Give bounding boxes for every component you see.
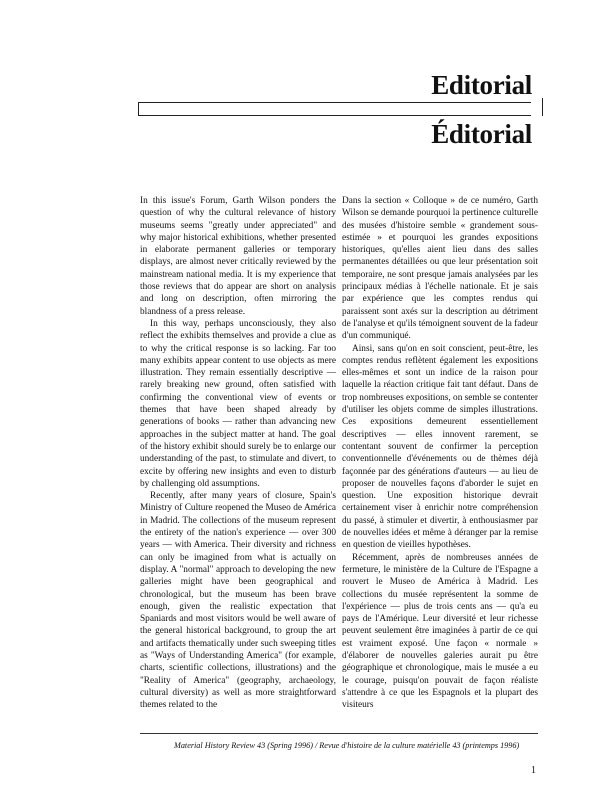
header-rule-tick — [542, 98, 543, 116]
french-column — [342, 195, 538, 711]
english-paragraph-1: In this issue's Forum, Garth Wilson ponders the question of why the cultural relevance of history museums seems "greatly under appreciated" and why major historical exhibitions, whether presented in elaborate permanent galleries or temporary displays, are almost never critically reviewed by the mainstream national media. It is my experience that those reviews that do appear are short on analysis and long on description, often mirroring the blandness of a press release. — [140, 196, 336, 317]
english-paragraph-2: In this way, perhaps unconsciously, they also reflect the exhibits themselves and provide a clue as to why the critical response is so lacking. Far too many exhibits appear content to use objects as mere illustration. They remain essentially descriptive — rarely breaking new ground, often satisfied with confirming the conventional view of events or themes that have been shaped already by generations of books — rather than advancing new approaches in the subject matter at hand. The goal of the history exhibit should surely be to enlarge our understanding of the past, to stimulate and divert, to excite by offering new insights and even to disturb by challenging old assumptions. — [140, 318, 336, 489]
page-title-english: Editorial — [431, 70, 532, 100]
page-number: 1 — [531, 765, 536, 776]
french-paragraph-1: Dans la section « Colloque » de ce numéro, Garth Wilson se demande pourquoi la pertinence culturelle des musées d'histoire semble « grandement sous-estimée » et pourquoi les grandes expositions historiques, qu'elles aient lieu dans des salles permanentes détaillées ou que leur présentation soit temporaire, ne sont presque jamais analysées par les principaux médias à l'échelle nationale. Et je sais par expérience que les comptes rendus qui paraissent sont axés sur la description au détriment de l'analyse et qu'ils témoignent souvent de la fadeur d'un communiqué. — [342, 196, 538, 342]
english-column — [140, 195, 336, 711]
french-paragraph-3: Récemment, après de nombreuses années de fermeture, le ministère de la Culture de l'Espagne a rouvert le Museo de América à Madrid. Les collections du musée représentent la somme de l'expérience — plus de trois cents ans — qu'a eu pays de l'Amérique. Leur diversité et leur richesse peuvent seulement être imaginées à partir de ce qui est vraiment exposé. Une façon « normale » d'élaborer de nouvelles galeries aurait pu être géographique et chronologique, mais le musée a eu le courage, puisqu'on pouvait de façon réaliste s'attendre à ce que les Espagnols et la plupart des visiteurs — [342, 552, 538, 711]
footer-rule — [140, 733, 538, 734]
page-title-french: Éditorial — [431, 119, 532, 149]
header-rule-box — [138, 102, 531, 116]
french-paragraph-2: Ainsi, sans qu'on en soit conscient, peut-être, les comptes rendus reflètent également les expositions elles-mêmes et sont un indice de la raison pour laquelle la réaction critique fait tant défaut. Dans de trop nombreuses expositions, on semble se contenter d'utiliser les objets comme de simples illustrations. Ces expositions demeurent essentiellement descriptives — elles innovent rarement, se contentant souvent de confirmer la perception conventionnelle d'événements ou de thèmes déjà façonnée par des générations d'auteurs — au lieu de proposer de nouvelles façons d'aborder le sujet en question. Une exposition historique devrait certainement viser à enrichir notre compréhension du passé, à stimuler et divertir, à enthousiasmer par de nouvelles idées et même à déranger par la remise en question de vieilles hypothèses. — [342, 343, 538, 551]
english-paragraph-3: Recently, after many years of closure, Spain's Ministry of Culture reopened the Museo de América in Madrid. The collections of the museum represent the entirety of the nation's experience — over 300 years — with America. Their diversity and richness can only be imagined from what is actually on display. A "normal" approach to developing the new galleries might have been geographical and chronological, but the museum has been brave enough, given the realistic expectation that Spaniards and most visitors would be well aware of the general historical background, to group the art and artifacts thematically under such sweeping titles as "Ways of Understanding America" (for example, charts, scientific collections, illustrations) and the "Reality of America" (geography, archaeology, cultural diversity) as well as more straightforward themes related to the — [140, 491, 336, 711]
journal-citation: Material History Review 43 (Spring 1996) / Revue d'histoire de la culture matérielle 43 (printemps 1996) — [174, 741, 520, 750]
